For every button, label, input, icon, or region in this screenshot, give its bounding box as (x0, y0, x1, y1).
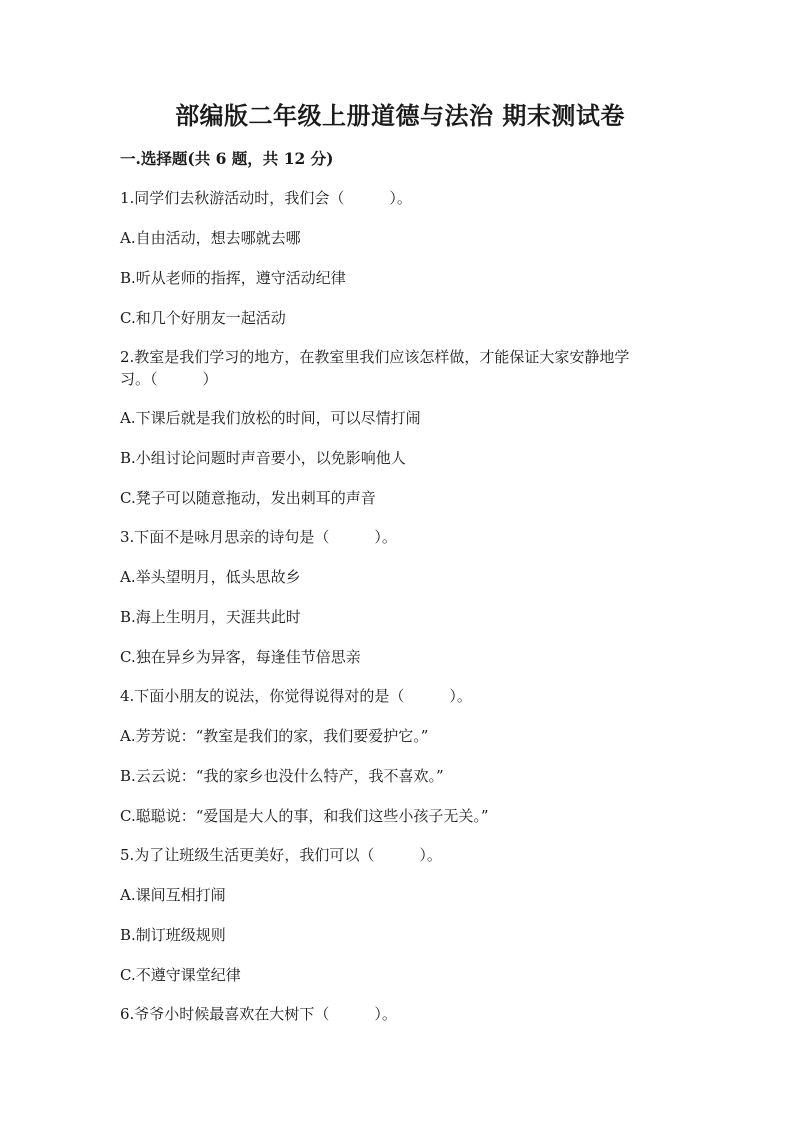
question-4-option-c: C.聪聪说：“爱国是大人的事，和我们这些小孩子无关。” (120, 807, 489, 825)
question-5-option-a: A.课间互相打闹 (120, 886, 226, 904)
question-6-stem: 6.爷爷小时候最喜欢在大树下（ ）。 (120, 1005, 397, 1023)
question-2-stem-line-1: 2.教室是我们学习的地方，在教室里我们应该怎样做，才能保证大家安静地学 (120, 348, 630, 366)
question-3-option-b: B.海上生明月，天涯共此时 (120, 608, 301, 626)
question-3-option-c: C.独在异乡为异客，每逢佳节倍思亲 (120, 648, 361, 666)
question-4-stem: 4.下面小朋友的说法，你觉得说得对的是（ ）。 (120, 687, 472, 705)
question-4-option-a: A.芳芳说：“教室是我们的家，我们要爱护它。” (120, 727, 429, 745)
question-3-option-a: A.举头望明月，低头思故乡 (120, 568, 301, 586)
question-2-option-b: B.小组讨论问题时声音要小，以免影响他人 (120, 449, 406, 467)
question-2-stem-line-2: 习。（ ） (120, 370, 218, 388)
page-title: 部编版二年级上册道德与法治 期末测试卷 (175, 101, 625, 130)
question-1-option-c: C.和几个好朋友一起活动 (120, 309, 286, 327)
question-5-stem: 5.为了让班级生活更美好，我们可以（ ）。 (120, 846, 442, 864)
question-1-option-b: B.听从老师的指挥，遵守活动纪律 (120, 269, 346, 287)
question-2-option-c: C.凳子可以随意拖动，发出刺耳的声音 (120, 489, 376, 507)
question-2-option-a: A.下课后就是我们放松的时间，可以尽情打闹 (120, 409, 421, 427)
question-1-option-a: A.自由活动，想去哪就去哪 (120, 229, 301, 247)
question-5-option-b: B.制订班级规则 (120, 926, 226, 944)
question-3-stem: 3.下面不是咏月思亲的诗句是（ ）。 (120, 528, 397, 546)
section-heading: 一.选择题(共 6 题，共 12 分) (120, 149, 334, 168)
question-4-option-b: B.云云说：“我的家乡也没什么特产，我不喜欢。” (120, 767, 444, 785)
question-1-stem: 1.同学们去秋游活动时，我们会（ ）。 (120, 189, 412, 207)
question-5-option-c: C.不遵守课堂纪律 (120, 966, 241, 984)
